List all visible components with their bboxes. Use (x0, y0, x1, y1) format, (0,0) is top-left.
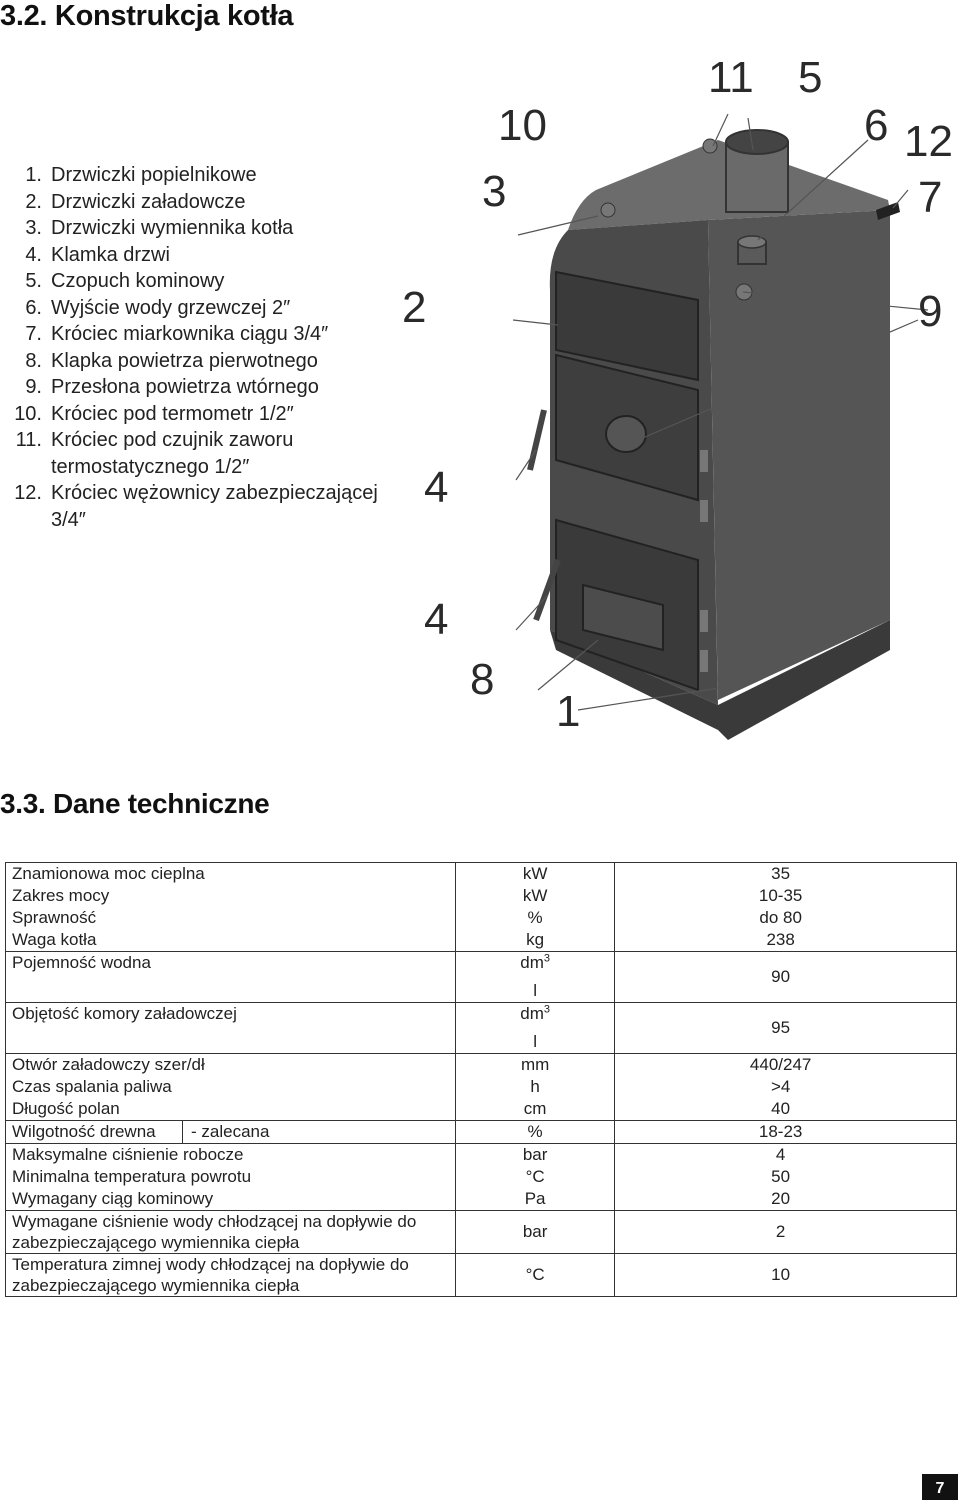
table-row: Minimalna temperatura powrotu °C 50 (6, 1166, 957, 1188)
callout-4-lower: 4 (424, 595, 449, 644)
callout-5: 5 (798, 53, 823, 102)
parts-list (8, 162, 408, 533)
table-row: Znamionowa moc cieplna kW 35 (6, 863, 957, 886)
hinge-icon (700, 450, 708, 472)
boiler-diagram (398, 50, 958, 740)
table-row: Czas spalania paliwa h >4 (6, 1076, 957, 1098)
hinge-icon (700, 500, 708, 522)
table-row: Temperatura zimnej wody chłodzącej na dopływie do zabezpieczającego wymiennika ciepła °C 10 (12, 1255, 791, 1295)
section-title-technical: 3.3. Dane techniczne (0, 788, 270, 819)
list-item: 8. Klapka powietrza pierwotnego (25, 349, 318, 372)
secondary-air-shutter (606, 416, 646, 452)
table-row: Wilgotność drewna - zalecana % 18-23 (6, 1121, 957, 1144)
door-handle-upper (530, 410, 544, 470)
callout-11: 11 (708, 53, 754, 102)
section-title-construction: 3.2. Konstrukcja kotła (0, 0, 294, 32)
table-row: Pojemność wodna $dm^3$ l 90 (6, 952, 957, 1003)
list-item: 7. Króciec miarkownika ciągu 3/4″ (25, 323, 329, 345)
list-item: 2. Drzwiczki załadowcze (25, 190, 246, 213)
list-item: 12. Króciec wężownicy zabezpieczającej 3/4″ (14, 482, 378, 531)
callout-7: 7 (918, 173, 943, 222)
list-item: 11. Króciec pod czujnik zaworu termostatycznego 1/2″ (15, 429, 294, 478)
table-row: Sprawność % do 80 (6, 907, 957, 929)
table-row: Maksymalne ciśnienie robocze bar 4 (6, 1144, 957, 1167)
table-row: Wymagany ciąg kominowy Pa 20 (6, 1188, 957, 1211)
heating-outlet-top (738, 236, 766, 248)
chimney-flue-opening (726, 130, 788, 154)
boiler-side-panel (708, 210, 890, 700)
callout-2: 2 (402, 283, 427, 332)
list-item: 10. Króciec pod termometr 1/2″ (14, 402, 294, 425)
list-item: 6. Wyjście wody grzewczej 2″ (25, 296, 291, 319)
table-row: Otwór załadowczy szer/dł mm 440/247 (6, 1054, 957, 1077)
table-row: Objętość komory załadowczej $dm^3$ l 95 (6, 1003, 957, 1054)
callout-4-upper: 4 (424, 463, 449, 512)
callout-10: 10 (498, 101, 547, 150)
list-item: 5. Czopuch kominowy (25, 270, 225, 292)
callout-8: 8 (470, 655, 495, 704)
list-item: 3. Drzwiczki wymiennika kotła (25, 217, 294, 239)
callout-6: 6 (864, 101, 889, 150)
page-number-badge: 7 (922, 1474, 958, 1500)
thermometer-stub (601, 203, 615, 217)
table-row: Wymagane ciśnienie wody chłodzącej na dopływie do zabezpieczającego wymiennika ciepła bar 2 (12, 1212, 786, 1252)
callout-12: 12 (904, 117, 953, 166)
list-item: 1. Drzwiczki popielnikowe (25, 164, 257, 186)
list-item: 9. Przesłona powietrza wtórnego (25, 376, 319, 398)
table-row: Długość polan cm 40 (6, 1098, 957, 1121)
table-row: Waga kotła kg 238 (6, 929, 957, 952)
list-item: 4. Klamka drzwi (25, 243, 170, 266)
technical-data-table (5, 862, 957, 1297)
hinge-icon (700, 650, 708, 672)
callout-1: 1 (556, 687, 581, 736)
hinge-icon (700, 610, 708, 632)
callout-3: 3 (482, 167, 507, 216)
table-row: Zakres mocy kW 10-35 (6, 885, 957, 907)
callout-9: 9 (918, 287, 943, 336)
